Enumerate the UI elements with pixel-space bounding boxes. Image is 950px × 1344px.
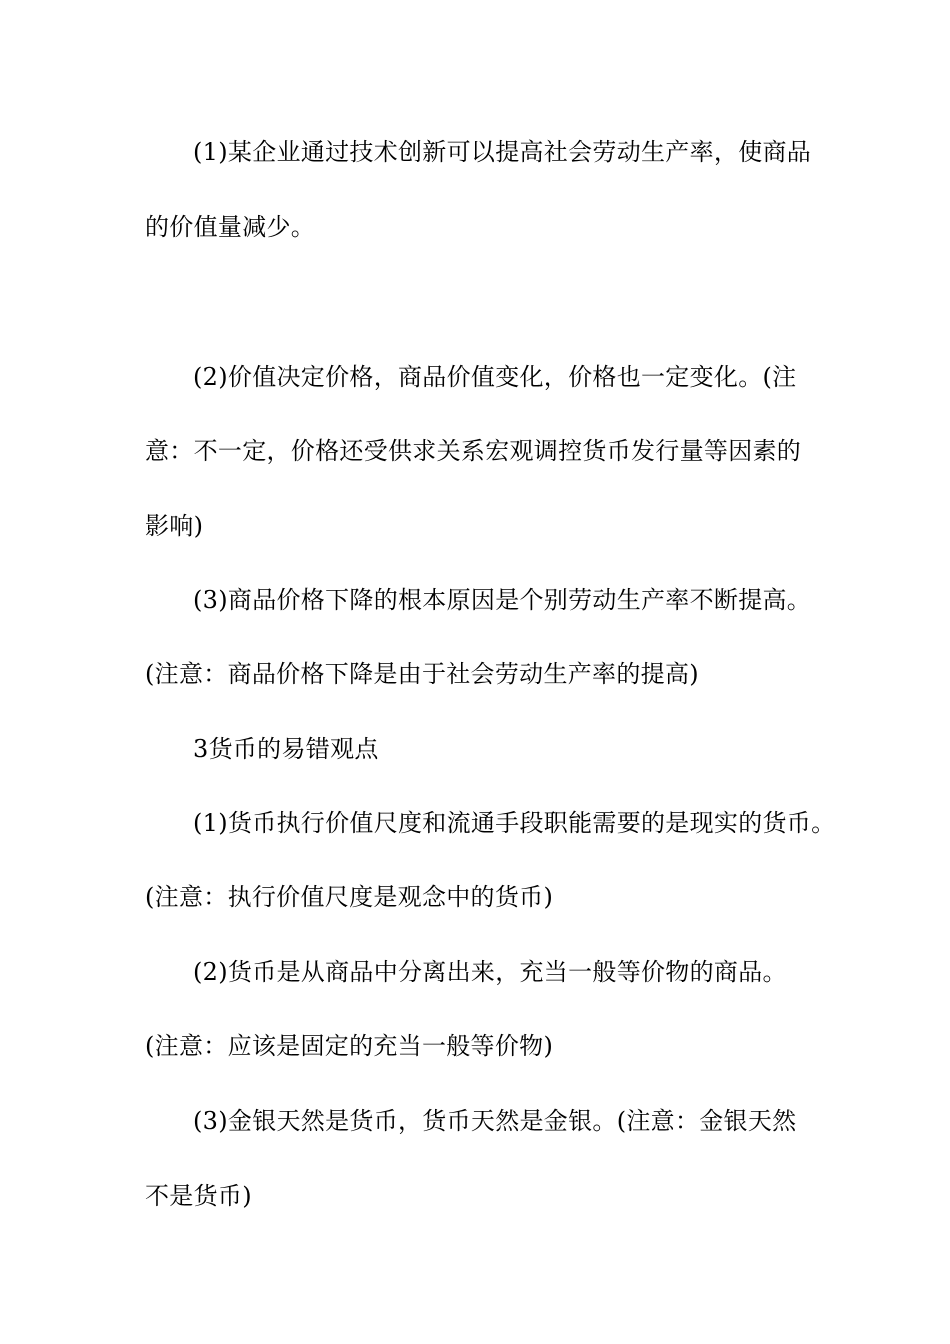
paragraph-line: (2)价值决定价格，商品价值变化，价格也一定变化。(注 <box>193 363 797 391</box>
paragraph-line: (2)货币是从商品中分离出来，充当一般等价物的商品。 <box>193 958 787 986</box>
paragraph-line: (3)商品价格下降的根本原因是个别劳动生产率不断提高。 <box>193 586 812 614</box>
paragraph-line: (注意：商品价格下降是由于社会劳动生产率的提高) <box>145 660 699 688</box>
paragraph-line: (注意：执行价值尺度是观念中的货币) <box>145 883 554 911</box>
paragraph-line: 不是货币) <box>145 1182 252 1210</box>
paragraph-line: 意：不一定，价格还受供求关系宏观调控货币发行量等因素的 <box>145 437 802 465</box>
paragraph-line: 影响) <box>145 512 204 540</box>
paragraph-line: (注意：应该是固定的充当一般等价物) <box>145 1032 554 1060</box>
section-heading: 3货币的易错观点 <box>193 735 379 763</box>
paragraph-line: (1)某企业通过技术创新可以提高社会劳动生产率，使商品 <box>193 138 812 166</box>
paragraph-line: (1)货币执行价值尺度和流通手段职能需要的是现实的货币。 <box>193 809 836 837</box>
paragraph-line: (3)金银天然是货币，货币天然是金银。(注意：金银天然 <box>193 1107 797 1135</box>
paragraph-line: 的价值量减少。 <box>145 213 316 241</box>
